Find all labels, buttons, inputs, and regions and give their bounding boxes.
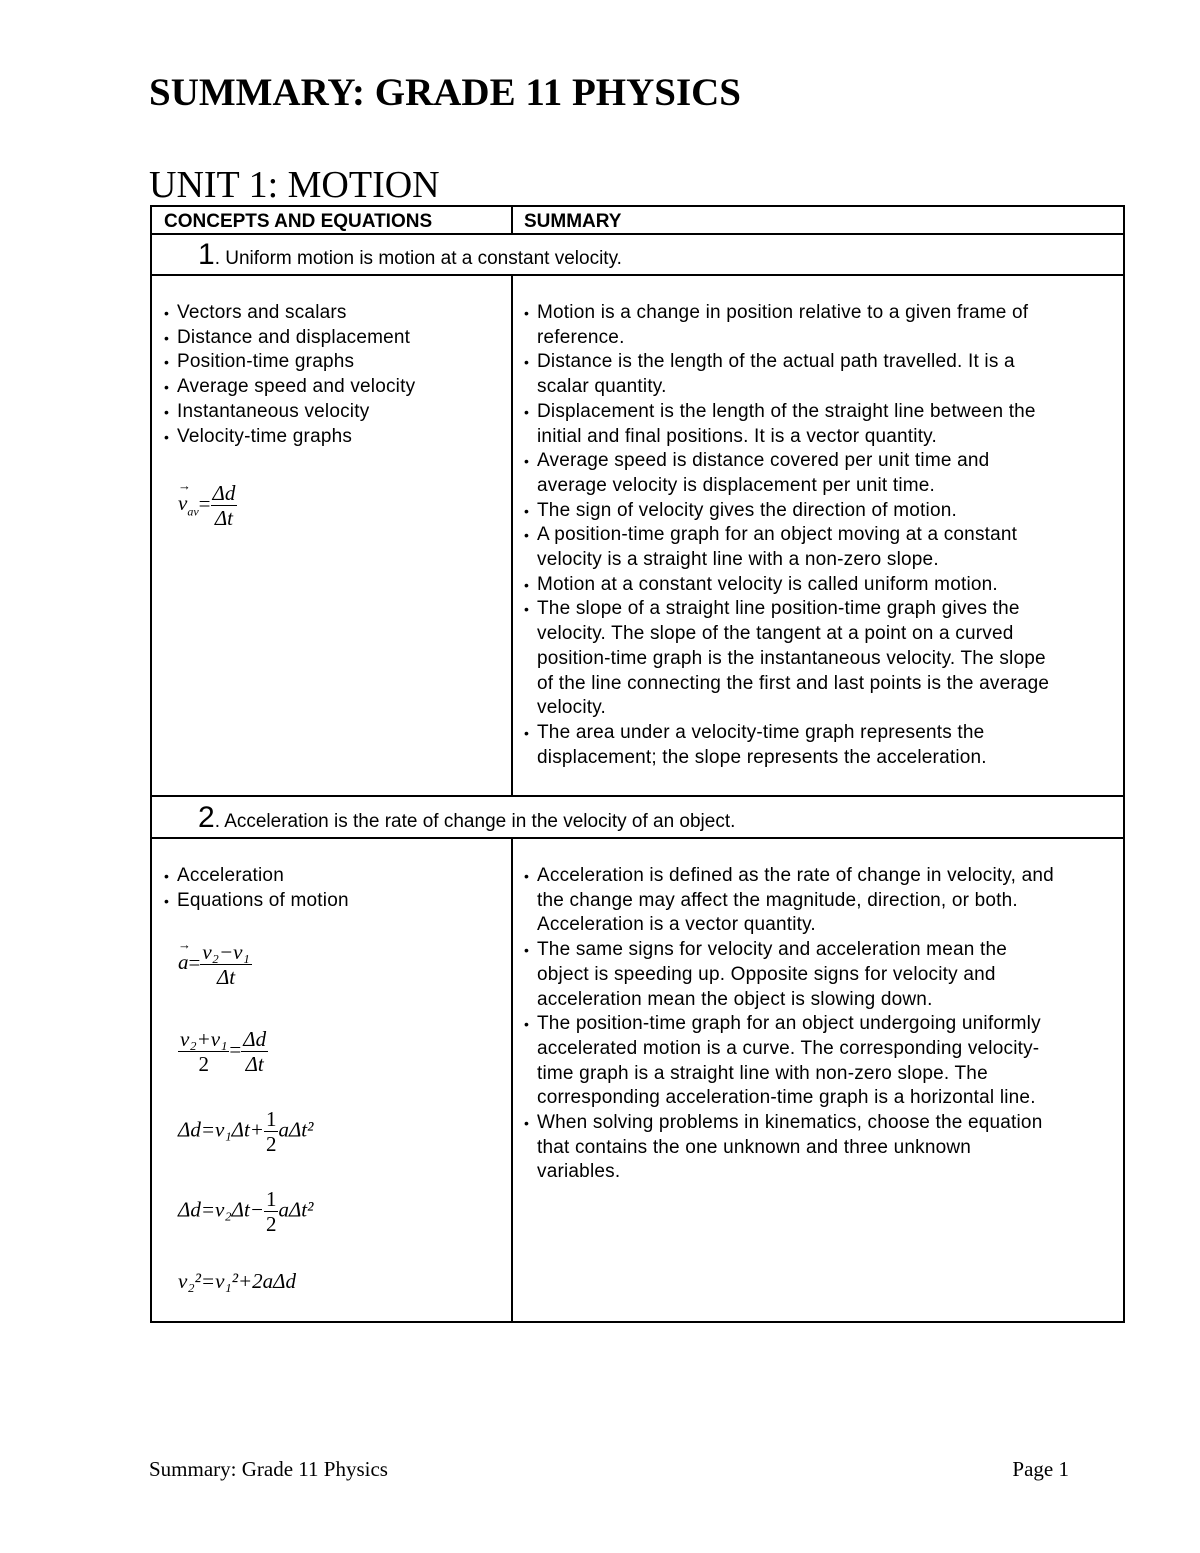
row-divider xyxy=(152,274,1123,276)
page-title: SUMMARY: GRADE 11 PHYSICS xyxy=(149,71,741,114)
summary-text: the change may affect the magnitude, direction, or both. xyxy=(537,889,1018,911)
unit-title: UNIT 1: MOTION xyxy=(149,164,440,206)
list-item: • Average speed and velocity xyxy=(164,375,504,400)
summary-text: displacement; the slope represents the acceleration. xyxy=(537,746,987,768)
fraction: $\frac{\text{v₂−v₁}}{\Delta t}$ xyxy=(202,940,250,990)
bullet-icon: • xyxy=(524,1016,530,1033)
summary-text: The same signs for velocity and acceleration mean the xyxy=(537,939,1008,961)
summary-text: The sign of velocity gives the direction of motion. xyxy=(537,499,957,521)
summary-line xyxy=(524,988,1119,1013)
summary-text: Acceleration is a vector quantity. xyxy=(537,914,816,936)
summary-text: reference. xyxy=(537,326,625,348)
bullet-icon: • xyxy=(164,329,170,346)
list-item: • Acceleration xyxy=(164,864,504,889)
summary-line xyxy=(524,301,1119,326)
bullet-icon: • xyxy=(524,576,530,593)
bullet-icon: • xyxy=(524,724,530,741)
row-divider xyxy=(152,795,1123,797)
list-item: • Instantaneous velocity xyxy=(164,400,504,425)
summary-line xyxy=(524,1136,1119,1161)
summary-text: Distance is the length of the actual path travelled. It is a xyxy=(537,351,1015,373)
section-2-heading xyxy=(198,801,735,835)
summary-line xyxy=(524,548,1119,573)
summary-line xyxy=(524,622,1119,647)
bullet-icon: • xyxy=(524,453,530,470)
summary-text: position-time graph is the instantaneous velocity. The slope xyxy=(537,647,1046,669)
section-number: 1 xyxy=(198,238,215,271)
summary-line xyxy=(524,721,1119,746)
footer-page-number: Page 1 xyxy=(1012,1457,1069,1481)
summary-text: velocity is a straight line with a non-zero slope. xyxy=(537,549,939,571)
bullet-icon: • xyxy=(524,1115,530,1132)
summary-line xyxy=(524,1160,1119,1185)
summary-line xyxy=(524,350,1119,375)
summary-text: time graph is a straight line with non-zero slope. The xyxy=(537,1062,988,1084)
list-item: • Position-time graphs xyxy=(164,350,504,375)
fraction: $\frac{\Delta d}{\Delta t}$ xyxy=(243,1027,267,1077)
footer-title: Summary: Grade 11 Physics xyxy=(149,1457,388,1481)
summary-text: accelerated motion is a curve. The corresponding velocity- xyxy=(537,1037,1040,1059)
equation-displacement-1: Δd=v₁Δt+ $\frac{1}{2}$ aΔt² xyxy=(178,1107,314,1157)
summary-text: A position-time graph for an object moving at a constant xyxy=(537,524,1018,546)
summary-text: acceleration mean the object is slowing down. xyxy=(537,988,933,1010)
section-2-summary xyxy=(524,864,1119,1185)
summary-line xyxy=(524,523,1119,548)
section-1-concepts xyxy=(164,301,504,449)
fraction: $\frac{1}{2}$ xyxy=(265,1187,277,1237)
summary-line xyxy=(524,573,1119,598)
summary-text: When solving problems in kinematics, choose the equation xyxy=(537,1112,1043,1134)
summary-text: average velocity is displacement per unit time. xyxy=(537,474,936,496)
summary-line xyxy=(524,1037,1119,1062)
bullet-icon: • xyxy=(164,379,170,396)
bullet-icon: • xyxy=(524,942,530,959)
summary-line xyxy=(524,938,1119,963)
summary-text: Displacement is the length of the straight line between the xyxy=(537,400,1036,422)
summary-line xyxy=(524,746,1119,771)
bullet-icon: • xyxy=(164,354,170,371)
summary-text: Acceleration is defined as the rate of change in velocity, and xyxy=(537,865,1054,886)
summary-text: initial and final positions. It is a vector quantity. xyxy=(537,425,937,447)
column-divider xyxy=(511,207,513,233)
summary-line xyxy=(524,326,1119,351)
bullet-icon: • xyxy=(164,892,170,909)
section-heading-text: . Acceleration is the rate of change in the velocity of an object. xyxy=(214,811,736,832)
summary-line xyxy=(524,1062,1119,1087)
summary-text: velocity. xyxy=(537,697,607,719)
equation-acceleration: → a= $\frac{\text{v₂−v₁}}{\Delta t}$ xyxy=(178,940,252,989)
list-item: • Equations of motion xyxy=(164,889,504,914)
section-1-heading xyxy=(198,238,622,272)
header-concepts: CONCEPTS AND EQUATIONS xyxy=(164,211,433,232)
list-item: • Vectors and scalars xyxy=(164,301,504,326)
summary-line xyxy=(524,425,1119,450)
summary-line xyxy=(524,375,1119,400)
summary-line xyxy=(524,474,1119,499)
summary-line xyxy=(524,647,1119,672)
summary-text: The position-time graph for an object undergoing uniformly xyxy=(537,1013,1041,1035)
summary-text: that contains the one unknown and three unknown xyxy=(537,1136,972,1158)
summary-table xyxy=(150,205,1125,1323)
summary-line xyxy=(524,499,1119,524)
summary-text: variables. xyxy=(537,1161,621,1183)
summary-text: of the line connecting the first and last points is the average xyxy=(537,672,1050,694)
summary-line xyxy=(524,400,1119,425)
fraction: $\frac{1}{2}$ xyxy=(265,1107,277,1157)
section-1-summary xyxy=(524,301,1119,770)
summary-line xyxy=(524,696,1119,721)
list-item: • Distance and displacement xyxy=(164,326,504,351)
fraction: $\frac{\text{v₂+v₁}}{2}$ xyxy=(180,1027,228,1077)
bullet-icon: • xyxy=(524,527,530,544)
fraction: $\frac{\Delta d}{\Delta t}$ xyxy=(212,481,236,531)
summary-text: The slope of a straight line position-time graph gives the xyxy=(537,598,1020,620)
equation-average-velocity-2: $\frac{\text{v₂+v₁}}{2}$ = $\frac{\Delta d}{\Delta t}$ xyxy=(180,1027,267,1077)
summary-text: Motion at a constant velocity is called uniform motion. xyxy=(537,573,998,595)
summary-line xyxy=(524,1111,1119,1136)
bullet-icon: • xyxy=(524,354,530,371)
summary-text: scalar quantity. xyxy=(537,376,667,398)
bullet-icon: • xyxy=(164,428,170,445)
section-heading-text: . Uniform motion is motion at a constant velocity. xyxy=(214,248,622,269)
summary-line xyxy=(524,1086,1119,1111)
bullet-icon: • xyxy=(524,601,530,618)
bullet-icon: • xyxy=(524,305,530,321)
section-2-concepts xyxy=(164,864,504,913)
row-divider xyxy=(152,837,1123,839)
bullet-icon: • xyxy=(164,868,170,884)
column-divider xyxy=(511,837,513,1323)
summary-line xyxy=(524,1012,1119,1037)
bullet-icon: • xyxy=(524,502,530,519)
section-number: 2 xyxy=(198,801,215,834)
summary-text: object is speeding up. Opposite signs for velocity and xyxy=(537,963,996,985)
bullet-icon: • xyxy=(164,403,170,420)
equation-displacement-2: Δd=v₂Δt− $\frac{1}{2}$ aΔt² xyxy=(178,1187,314,1237)
summary-line xyxy=(524,913,1119,938)
equation-average-velocity: → $v_{av}=$ $\frac{\Delta d}{\Delta t}$ xyxy=(178,481,237,530)
summary-line xyxy=(524,597,1119,622)
header-summary: SUMMARY xyxy=(524,211,622,232)
equation-velocity-squared: v₂²=v₁²+2aΔd xyxy=(178,1269,297,1293)
summary-line xyxy=(524,672,1119,697)
summary-text: Motion is a change in position relative to a given frame of xyxy=(537,302,1029,323)
row-divider xyxy=(152,233,1123,235)
bullet-icon: • xyxy=(524,403,530,420)
summary-text: corresponding acceleration-time graph is a horizontal line. xyxy=(537,1087,1036,1109)
summary-line xyxy=(524,963,1119,988)
summary-line xyxy=(524,449,1119,474)
list-item: • Velocity-time graphs xyxy=(164,425,504,450)
summary-line xyxy=(524,889,1119,914)
summary-text: Average speed is distance covered per unit time and xyxy=(537,450,990,472)
column-divider xyxy=(511,274,513,795)
summary-line xyxy=(524,864,1119,889)
summary-text: The area under a velocity-time graph represents the xyxy=(537,721,985,743)
summary-text: velocity. The slope of the tangent at a point on a curved xyxy=(537,623,1014,645)
bullet-icon: • xyxy=(524,868,530,884)
bullet-icon: • xyxy=(164,305,170,321)
